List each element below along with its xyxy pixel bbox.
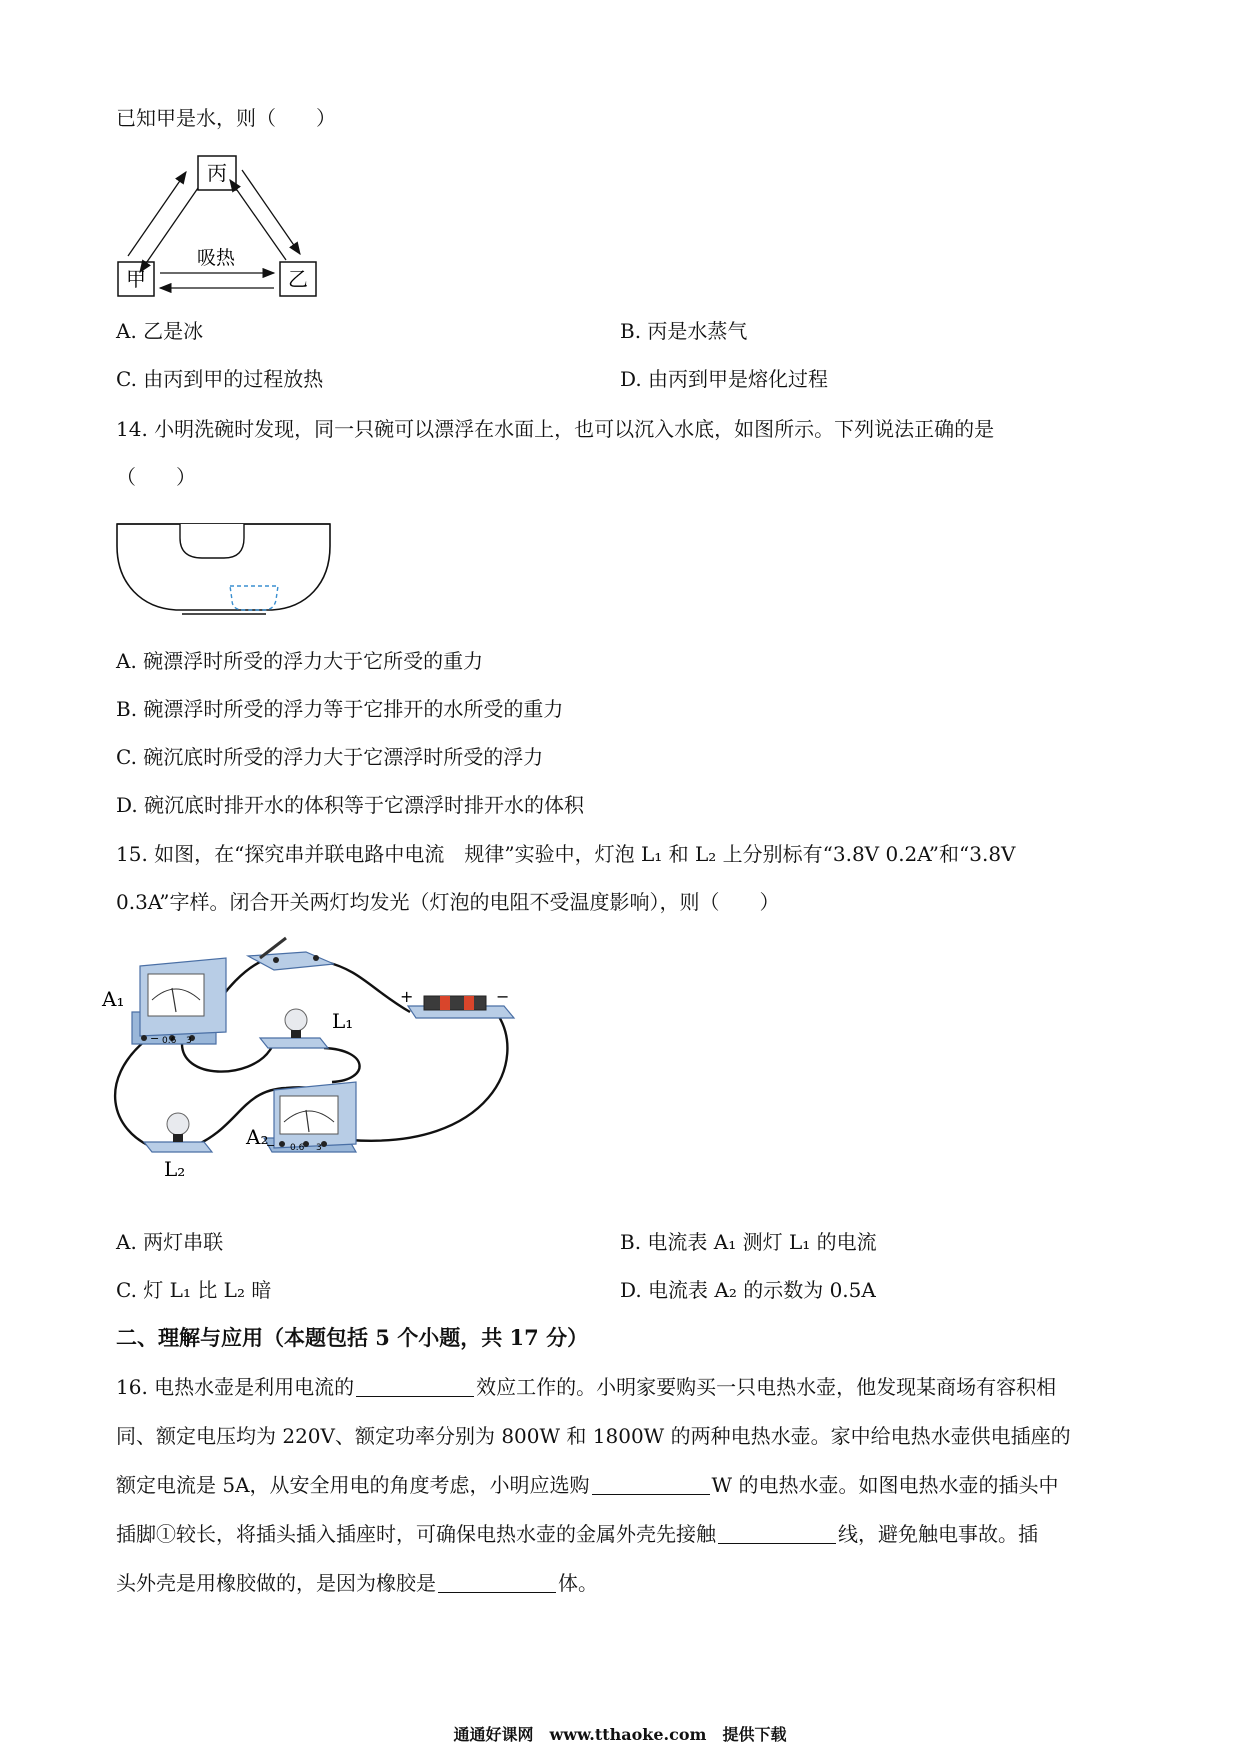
q13-option-c: C. 由丙到甲的过程放热 <box>116 367 324 391</box>
q16-blank-3[interactable] <box>718 1521 836 1544</box>
bulb-l1 <box>260 1009 328 1048</box>
wire-battery-to-a2 <box>350 1012 507 1141</box>
arrow-yi-to-bing <box>230 180 286 260</box>
wire-switch-to-battery <box>326 962 410 1012</box>
q14-option-d: D. 碗沉底时排开水的体积等于它漂浮时排开水的体积 <box>116 793 585 817</box>
q16-blank-4[interactable] <box>438 1570 556 1593</box>
arrow-jia-to-bing <box>128 172 186 256</box>
label-l1: L₁ <box>332 1009 354 1033</box>
floating-bowl <box>180 524 244 558</box>
q16-blank-1[interactable] <box>356 1374 474 1397</box>
q14-option-c: C. 碗沉底时所受的浮力大于它漂浮时所受的浮力 <box>116 745 544 769</box>
wire-a1-to-l2 <box>115 1040 154 1148</box>
q14-stem-line1: 14. 小明洗碗时发现，同一只碗可以漂浮在水面上，也可以沉入水底，如图所示。下列说法正确的是 <box>116 417 995 441</box>
q14-option-b: B. 碗漂浮时所受的浮力等于它排开的水所受的重力 <box>116 697 564 721</box>
switch <box>248 938 334 970</box>
arrow-bing-to-yi <box>242 170 300 254</box>
q13-option-a: A. 乙是冰 <box>116 319 204 343</box>
arrow-bing-to-jia <box>140 188 198 272</box>
q13-stem: 已知甲是水，则（ ） <box>116 106 336 130</box>
q15-stem-line1: 15. 如图，在“探究串并联电路中电流 规律”实验中，灯泡 L₁ 和 L₂ 上分别标有“3.8V 0.2A”和“3.8V <box>116 842 1016 866</box>
q15-stem-line2: 0.3A”字样。闭合开关两灯均发光（灯泡的电阻不受温度影响），则（ ） <box>116 890 780 914</box>
label-l2: L₂ <box>164 1157 186 1181</box>
q16-line5-a: 头外壳是用橡胶做的，是因为橡胶是 <box>116 1571 436 1595</box>
q13-option-b: B. 丙是水蒸气 <box>620 319 748 343</box>
q16-line1-b: 效应工作的。小明家要购买一只电热水壶，他发现某商场有容积相 <box>476 1375 1057 1399</box>
a1-terminal-minus: − <box>150 1032 160 1045</box>
label-a2: A₂ <box>246 1125 269 1149</box>
a2-terminal-0.6: 0.6 <box>290 1143 305 1153</box>
bowl-in-water-figure <box>112 518 338 616</box>
q15-option-d: D. 电流表 A₂ 的示数为 0.5A <box>620 1278 876 1302</box>
q15-option-b: B. 电流表 A₁ 测灯 L₁ 的电流 <box>620 1230 877 1254</box>
q16-line3-b: W 的电热水壶。如图电热水壶的插头中 <box>711 1473 1059 1497</box>
q16-line3 <box>116 1471 1058 1499</box>
q16-line1 <box>116 1373 1056 1401</box>
q16-line5 <box>116 1569 598 1597</box>
circuit-figure <box>102 930 520 1181</box>
q16-line4 <box>116 1520 1038 1548</box>
page-footer: 通通好课网 www.tthaoke.com 提供下载 <box>453 1725 787 1744</box>
ammeter-a2 <box>264 1082 356 1152</box>
section2-title: 二、理解与应用（本题包括 5 个小题，共 17 分） <box>116 1325 589 1350</box>
bulb-l2 <box>144 1113 212 1152</box>
node-bing: 丙 <box>207 161 227 185</box>
q16-line5-b: 体。 <box>558 1571 598 1595</box>
a2-terminal-minus: − <box>266 1139 276 1152</box>
node-jia: 甲 <box>126 267 146 291</box>
q14-option-a: A. 碗漂浮时所受的浮力大于它所受的重力 <box>116 649 484 673</box>
q16-line3-a: 额定电流是 5A，从安全用电的角度考虑，小明应选购 <box>116 1473 590 1497</box>
a1-terminal-0.6: 0.6 <box>162 1036 177 1046</box>
wire-l1-to-a2 <box>324 1048 360 1082</box>
arrow-label-absorb-heat: 吸热 <box>196 247 236 269</box>
battery-minus-label: − <box>496 987 510 1006</box>
q15-option-a: A. 两灯串联 <box>116 1230 224 1254</box>
q15-option-c: C. 灯 L₁ 比 L₂ 暗 <box>116 1278 272 1302</box>
node-yi: 乙 <box>288 267 308 291</box>
q16-line2: 同、额定电压均为 220V、额定功率分别为 800W 和 1800W 的两种电热水壶。家中给电热水壶供电插座的 <box>116 1424 1071 1448</box>
a2-terminal-3: 3 <box>316 1143 322 1153</box>
ammeter-a1 <box>132 958 226 1044</box>
a1-terminal-3: 3 <box>186 1036 192 1046</box>
q13-option-d: D. 由丙到甲是熔化过程 <box>620 367 829 391</box>
q16-line4-b: 线，避免触电事故。插 <box>838 1522 1038 1546</box>
q16-blank-2[interactable] <box>592 1472 710 1495</box>
q16-line4-a: 插脚①较长，将插头插入插座时，可确保电热水壶的金属外壳先接触 <box>116 1522 716 1546</box>
label-a1: A₁ <box>102 987 125 1011</box>
state-change-diagram <box>110 150 330 302</box>
q16-line1-a: 16. 电热水壶是利用电流的 <box>116 1375 355 1399</box>
battery-plus-label: + <box>400 987 414 1006</box>
q14-stem-line2: （ ） <box>116 465 196 489</box>
